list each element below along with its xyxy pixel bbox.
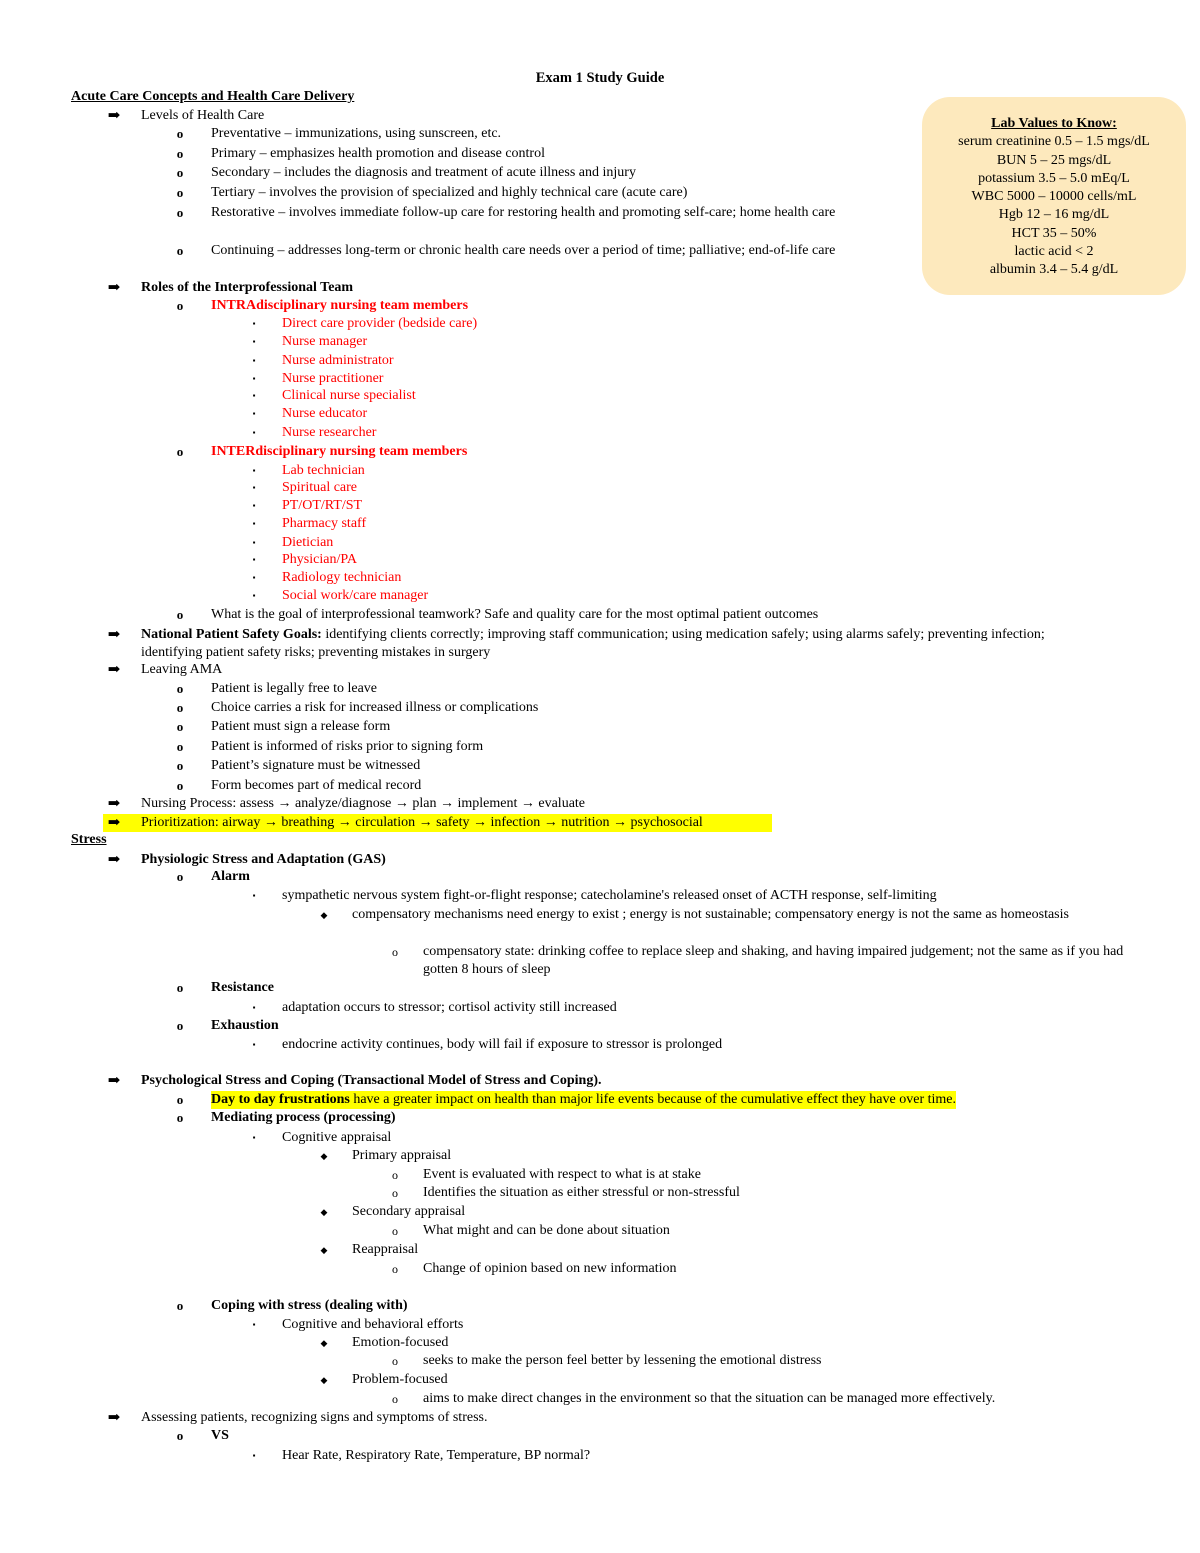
inter-heading: INTERdisciplinary nursing team members <box>211 444 468 459</box>
section-heading-acute-care: Acute Care Concepts and Health Care Delivery <box>71 89 355 104</box>
lab-value: BUN 5 – 25 mgs/dL <box>996 152 1112 168</box>
psych-heading: Psychological Stress and Coping (Transactional Model of Stress and Coping). <box>141 1073 602 1088</box>
dtd-bold: Day to day frustrations <box>211 1092 350 1107</box>
arrow-bullet-icon: ➡ <box>107 662 121 678</box>
diamond-bullet-icon: ◆ <box>320 1151 328 1161</box>
inter-item: Spiritual care <box>282 480 358 495</box>
circle-bullet-icon: o <box>176 146 184 161</box>
circle-bullet-icon: o <box>392 1168 398 1182</box>
arrow-bullet-icon: ➡ <box>107 1073 121 1089</box>
primary-appraisal: Primary appraisal <box>352 1148 452 1163</box>
inter-item: PT/OT/RT/ST <box>282 498 363 513</box>
ama-item: Choice carries a risk for increased illness or complications <box>211 700 539 715</box>
intra-heading: INTRAdisciplinary nursing team members <box>211 298 469 313</box>
arrow-bullet-icon: ➡ <box>107 1410 121 1426</box>
coping-detail: aims to make direct changes in the environment so that the situation can be managed more effectively. <box>423 1391 996 1406</box>
resistance-label: Resistance <box>211 980 274 995</box>
nursing-process: Nursing Process: assess → analyze/diagnose → plan → implement → evaluate <box>141 796 586 811</box>
circle-bullet-icon: o <box>176 444 184 459</box>
intra-item: Clinical nurse specialist <box>282 388 416 403</box>
circle-bullet-icon: o <box>176 719 184 734</box>
circle-bullet-icon: o <box>176 607 184 622</box>
day-to-day-frustrations <box>211 1091 956 1109</box>
level-item: Secondary – includes the diagnosis and treatment of acute illness and injury <box>211 165 636 180</box>
circle-bullet-icon: o <box>176 869 184 884</box>
square-bullet-icon: ▪ <box>252 391 256 400</box>
square-bullet-icon: ▪ <box>252 466 256 475</box>
lab-value: WBC 5000 – 10000 cells/mL <box>971 189 1137 205</box>
assessing-heading: Assessing patients, recognizing signs and symptoms of stress. <box>141 1410 488 1425</box>
level-item: Preventative – immunizations, using sunscreen, etc. <box>211 126 502 141</box>
intra-item: Nurse researcher <box>282 425 377 440</box>
lab-value: Hgb 12 – 16 mg/dL <box>998 207 1110 223</box>
square-bullet-icon: ▪ <box>252 1003 256 1012</box>
intra-item: Nurse practitioner <box>282 371 384 386</box>
square-bullet-icon: ▪ <box>252 573 256 582</box>
alarm-detail: sympathetic nervous system fight-or-flight response; catecholamine's released onset of ACTH response, self-limiting <box>282 888 937 903</box>
square-bullet-icon: ▪ <box>252 519 256 528</box>
roles-heading: Roles of the Interprofessional Team <box>141 280 354 295</box>
inter-item: Social work/care manager <box>282 588 429 603</box>
square-bullet-icon: ▪ <box>252 356 256 365</box>
resistance-detail: adaptation occurs to stressor; cortisol activity still increased <box>282 1000 617 1015</box>
inter-item: Pharmacy staff <box>282 516 367 531</box>
gas-heading: Physiologic Stress and Adaptation (GAS) <box>141 852 386 867</box>
alarm-detail: compensatory state: drinking coffee to replace sleep and shaking, and having impaired judgement; not the same as if you had gotten 8 hours of sleep <box>423 944 1124 977</box>
level-item: Primary – emphasizes health promotion and disease control <box>211 146 545 161</box>
coping-detail: seeks to make the person feel better by lessening the emotional distress <box>423 1353 822 1368</box>
intra-item: Nurse educator <box>282 406 368 421</box>
inter-item: Radiology technician <box>282 570 402 585</box>
diamond-bullet-icon: ◆ <box>320 1207 328 1217</box>
ama-item: Patient’s signature must be witnessed <box>211 758 421 773</box>
square-bullet-icon: ▪ <box>252 409 256 418</box>
circle-bullet-icon: o <box>392 1392 398 1406</box>
lab-value: lactic acid < 2 <box>1014 244 1094 260</box>
ama-item: Patient is informed of risks prior to signing form <box>211 739 484 754</box>
teamwork-goal: What is the goal of interprofessional teamwork? Safe and quality care for the most optimal patient outcomes <box>211 607 819 622</box>
square-bullet-icon: ▪ <box>252 538 256 547</box>
circle-bullet-icon: o <box>176 1018 184 1033</box>
square-bullet-icon: ▪ <box>252 501 256 510</box>
circle-bullet-icon: o <box>176 778 184 793</box>
inter-item: Dietician <box>282 535 334 550</box>
secondary-appraisal: Secondary appraisal <box>352 1204 466 1219</box>
section-heading-stress: Stress <box>71 832 107 847</box>
cognitive-appraisal: Cognitive appraisal <box>282 1130 392 1145</box>
circle-bullet-icon: o <box>176 126 184 141</box>
coping-label: Coping with stress (dealing with) <box>211 1298 408 1313</box>
npsg-label: National Patient Safety Goals: <box>141 627 322 642</box>
inter-item: Lab technician <box>282 463 365 478</box>
appraisal-detail: Change of opinion based on new information <box>423 1261 677 1276</box>
appraisal-detail: What might and can be done about situation <box>423 1223 670 1238</box>
circle-bullet-icon: o <box>176 243 184 258</box>
arrow-bullet-icon: ➡ <box>107 796 121 812</box>
appraisal-detail: Event is evaluated with respect to what is at stake <box>423 1167 701 1182</box>
vs-label: VS <box>211 1428 229 1443</box>
emotion-focused: Emotion-focused <box>352 1335 449 1350</box>
intra-item: Nurse manager <box>282 334 368 349</box>
circle-bullet-icon: o <box>392 1354 398 1368</box>
circle-bullet-icon: o <box>176 1428 184 1443</box>
level-item: Tertiary – involves the provision of specialized and highly technical care (acute care) <box>211 185 688 200</box>
circle-bullet-icon: o <box>176 700 184 715</box>
reappraisal: Reappraisal <box>352 1242 419 1257</box>
lab-value: serum creatinine 0.5 – 1.5 mgs/dL <box>958 134 1150 150</box>
square-bullet-icon: ▪ <box>252 1451 256 1460</box>
ama-item: Form becomes part of medical record <box>211 778 422 793</box>
ama-item: Patient must sign a release form <box>211 719 391 734</box>
exhaustion-detail: endocrine activity continues, body will fail if exposure to stressor is prolonged <box>282 1037 723 1052</box>
level-item: Continuing – addresses long-term or chronic health care needs over a period of time; palliative; end-of-life care <box>211 243 836 258</box>
circle-bullet-icon: o <box>392 945 398 959</box>
diamond-bullet-icon: ◆ <box>320 1338 328 1348</box>
square-bullet-icon: ▪ <box>252 1320 256 1329</box>
alarm-label: Alarm <box>211 869 250 884</box>
problem-focused: Problem-focused <box>352 1372 448 1387</box>
square-bullet-icon: ▪ <box>252 555 256 564</box>
square-bullet-icon: ▪ <box>252 1040 256 1049</box>
square-bullet-icon: ▪ <box>252 591 256 600</box>
arrow-bullet-icon: ➡ <box>107 815 121 831</box>
square-bullet-icon: ▪ <box>252 374 256 383</box>
circle-bullet-icon: o <box>176 185 184 200</box>
appraisal-detail: Identifies the situation as either stressful or non-stressful <box>423 1185 740 1200</box>
dtd-rest: have a greater impact on health than major life events because of the cumulative effect they have over time. <box>349 1092 956 1107</box>
circle-bullet-icon: o <box>176 298 184 313</box>
circle-bullet-icon: o <box>176 1092 184 1107</box>
npsg-text: identifying clients correctly; improving staff communication; using medication safely; using alarms safely; preventing infection; identifying patient safety risks; preventing mistakes in surgery <box>141 627 1045 660</box>
arrow-bullet-icon: ➡ <box>107 627 121 643</box>
arrow-bullet-icon: ➡ <box>107 280 121 296</box>
circle-bullet-icon: o <box>176 1298 184 1313</box>
circle-bullet-icon: o <box>392 1186 398 1200</box>
lab-value: HCT 35 – 50% <box>1011 225 1097 241</box>
lab-values-title: Lab Values to Know: <box>991 116 1117 131</box>
prioritization: Prioritization: airway → breathing → circulation → safety → infection → nutrition → psychosocial <box>141 815 703 830</box>
square-bullet-icon: ▪ <box>252 319 256 328</box>
cognitive-behavioral: Cognitive and behavioral efforts <box>282 1317 464 1332</box>
circle-bullet-icon: o <box>176 205 184 220</box>
circle-bullet-icon: o <box>176 1110 184 1125</box>
levels-heading: Levels of Health Care <box>141 108 265 123</box>
circle-bullet-icon: o <box>176 758 184 773</box>
ama-item: Patient is legally free to leave <box>211 681 377 696</box>
diamond-bullet-icon: ◆ <box>320 910 328 920</box>
square-bullet-icon: ▪ <box>252 337 256 346</box>
inter-item: Physician/PA <box>282 552 357 567</box>
arrow-bullet-icon: ➡ <box>107 108 121 124</box>
circle-bullet-icon: o <box>392 1224 398 1238</box>
lab-values-box <box>922 97 1186 295</box>
vs-detail: Hear Rate, Respiratory Rate, Temperature, BP normal? <box>282 1448 591 1463</box>
circle-bullet-icon: o <box>176 165 184 180</box>
square-bullet-icon: ▪ <box>252 1133 256 1142</box>
alarm-detail: compensatory mechanisms need energy to exist ; energy is not sustainable; compensatory energy is not the same as homeostasis <box>352 907 1069 922</box>
circle-bullet-icon: o <box>176 681 184 696</box>
exhaustion-label: Exhaustion <box>211 1018 279 1033</box>
ama-heading: Leaving AMA <box>141 662 223 677</box>
intra-item: Nurse administrator <box>282 353 394 368</box>
circle-bullet-icon: o <box>392 1262 398 1276</box>
intra-item: Direct care provider (bedside care) <box>282 316 478 331</box>
lab-value: potassium 3.5 – 5.0 mEq/L <box>978 170 1130 186</box>
diamond-bullet-icon: ◆ <box>320 1375 328 1385</box>
square-bullet-icon: ▪ <box>252 891 256 900</box>
npsg-paragraph <box>141 626 1101 662</box>
page-title: Exam 1 Study Guide <box>535 70 665 86</box>
arrow-bullet-icon: ➡ <box>107 852 121 868</box>
square-bullet-icon: ▪ <box>252 483 256 492</box>
square-bullet-icon: ▪ <box>252 428 256 437</box>
mediating-label: Mediating process (processing) <box>211 1110 396 1125</box>
circle-bullet-icon: o <box>176 980 184 995</box>
diamond-bullet-icon: ◆ <box>320 1245 328 1255</box>
circle-bullet-icon: o <box>176 739 184 754</box>
lab-value: albumin 3.4 – 5.4 g/dL <box>989 262 1119 278</box>
level-item: Restorative – involves immediate follow-up care for restoring health and promoting self-care; home health care <box>211 205 836 220</box>
